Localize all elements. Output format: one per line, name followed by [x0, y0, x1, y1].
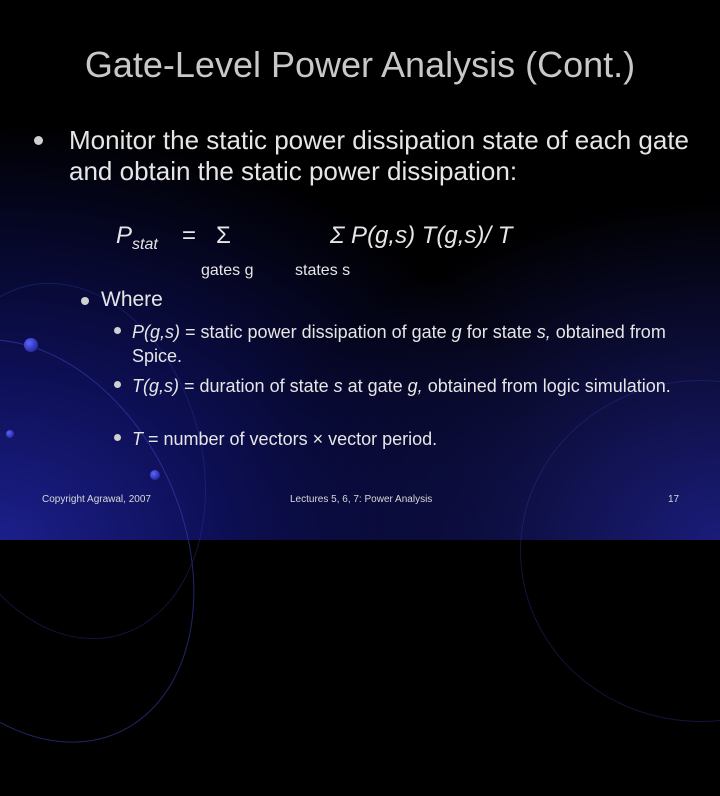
- equation-under-states: states s: [295, 262, 351, 279]
- where-label: Where: [101, 288, 163, 311]
- definition-symbol: P(g,s): [132, 322, 181, 342]
- footer-page-number: 17: [668, 494, 680, 505]
- decorative-dot: [150, 470, 160, 480]
- bullet-icon: [114, 327, 121, 334]
- equation-lhs-symbol: P: [116, 222, 133, 249]
- definition-item: T(g,s) = duration of state s at gate g, obtained from logic simulation.: [132, 376, 671, 396]
- equation-under-gates: gates g: [201, 262, 254, 279]
- equation-equals-sum: = Σ: [182, 222, 231, 249]
- bullet-icon: [81, 297, 89, 305]
- decorative-dot: [24, 338, 38, 352]
- bullet-icon: [114, 434, 121, 441]
- slide-title: Gate-Level Power Analysis (Cont.): [84, 44, 636, 85]
- equation-inner-sum: Σ P(g,s) T(g,s)/ T: [330, 222, 513, 249]
- bullet-icon: [34, 136, 43, 145]
- definition-item: P(g,s) = static power dissipation of gate g for state s, obtained from Spice.: [132, 322, 666, 366]
- equation-lhs: [116, 222, 158, 253]
- decorative-orbit: [0, 252, 244, 669]
- footer-lecture: Lectures 5, 6, 7: Power Analysis: [290, 494, 433, 505]
- equation-lhs-subscript: stat: [132, 236, 158, 253]
- definition-symbol: T: [132, 429, 143, 449]
- main-bullet-text: Monitor the static power dissipation state of each gate and obtain the static power dissipation:: [69, 125, 690, 186]
- definition-item: T = number of vectors × vector period.: [132, 429, 438, 449]
- footer-copyright: Copyright Agrawal, 2007: [42, 494, 151, 505]
- definition-symbol: T(g,s): [132, 376, 179, 396]
- decorative-dot: [6, 430, 14, 438]
- bullet-icon: [114, 381, 121, 388]
